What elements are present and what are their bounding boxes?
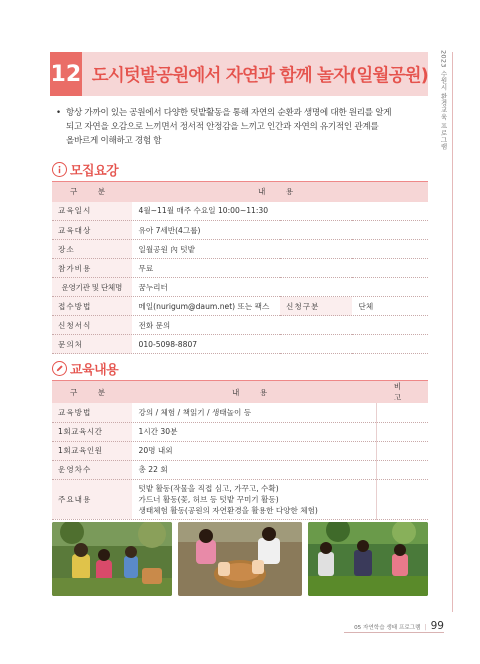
recruit-header-row: [52, 182, 428, 202]
recruit-heading: [52, 160, 118, 179]
intro-line-1: 항상 가까이 있는 공원에서 다양한 텃밭활동을 통해 자연의 순환과 생명에 대한 원리를 알게: [66, 108, 392, 118]
side-tab: [436, 50, 452, 180]
table-row: [52, 422, 428, 441]
row-value: 4월~11월 매주 수요일 10:00~11:30: [132, 202, 428, 221]
row-label: 운영차수: [52, 460, 132, 479]
table-row: [52, 259, 428, 278]
page-footer: [354, 620, 444, 632]
table-row: [52, 403, 428, 422]
photo-garden-harvest: [308, 522, 428, 596]
footer-separator: |: [424, 624, 427, 631]
row-value: 010-5098-8807: [132, 335, 428, 354]
table-row: [52, 335, 428, 354]
content-line-3: 생태체험 활동(공원의 자연환경을 활용한 다양한 체험): [138, 505, 318, 515]
row-label: 참가비용: [52, 259, 132, 278]
recruit-heading-label: 모집요강: [70, 164, 119, 179]
row-value: 메일(nurigum@daum.net) 또는 팩스: [132, 297, 280, 316]
row-label: 문의처: [52, 335, 132, 354]
recruit-col-content: 내 용: [132, 182, 428, 202]
row-value: 1시간 30분: [132, 422, 376, 441]
table-row: [52, 221, 428, 240]
row-label: 교육방법: [52, 403, 132, 422]
row-note: [376, 422, 428, 441]
content-line-2: 가드너 활동(꽃, 허브 등 텃밭 꾸미기 활동): [138, 494, 279, 504]
row-label: 1회교육시간: [52, 422, 132, 441]
row-note: [376, 403, 428, 422]
row-sub-value: 단체: [352, 297, 428, 316]
photo-children-garden: [52, 522, 172, 596]
row-value: 일월공원 內 텃밭: [132, 240, 428, 259]
row-label: 운영기관 및 단체명: [52, 278, 132, 297]
footer-section: 05 자연학습 생태 프로그램: [354, 625, 421, 631]
education-table: [52, 380, 428, 520]
row-note: [376, 460, 428, 479]
row-value: 유아 7세반(4그룹): [132, 221, 428, 240]
info-icon: [52, 162, 67, 177]
row-value: [132, 479, 376, 519]
title-bar: [50, 52, 428, 96]
row-label: 접수방법: [52, 297, 132, 316]
table-row: [52, 441, 428, 460]
table-row: [52, 479, 428, 519]
row-sub-label: 신청구분: [280, 297, 352, 316]
row-note: [376, 479, 428, 519]
education-heading-label: 교육내용: [70, 363, 119, 378]
intro-line-3: 올바르게 이해하고 경험 함: [66, 136, 162, 146]
row-label: 주요내용: [52, 479, 132, 519]
education-col-category: 구 분: [52, 381, 132, 404]
row-label: 교육일시: [52, 202, 132, 221]
pencil-icon: [52, 361, 67, 376]
row-value: 꿈누리터: [132, 278, 428, 297]
row-label: 교육대상: [52, 221, 132, 240]
row-note: [376, 441, 428, 460]
table-row: [52, 316, 428, 335]
row-value: 총 22 회: [132, 460, 376, 479]
side-tab-label: 2023 수원시 환경교육 프로그램: [439, 50, 448, 150]
photo-children-soil: [178, 522, 302, 596]
row-label: 장소: [52, 240, 132, 259]
recruit-col-category: 구 분: [52, 182, 132, 202]
table-row: [52, 460, 428, 479]
intro-line-2: 되고 자연을 오감으로 느끼면서 정서적 안정감을 느끼고 인간과 자연의 유기적인 관계를: [66, 122, 379, 132]
table-row: [52, 202, 428, 221]
table-row: [52, 297, 428, 316]
table-row: [52, 240, 428, 259]
row-value: 무료: [132, 259, 428, 278]
education-col-note: 비 고: [376, 381, 428, 404]
education-header-row: [52, 381, 428, 404]
footer-rule: [344, 632, 444, 633]
table-row: [52, 278, 428, 297]
content-line-1: 텃밭 활동(작물을 직접 심고, 가꾸고, 수확): [138, 483, 279, 493]
education-col-content: 내 용: [132, 381, 376, 404]
recruit-table: [52, 181, 428, 354]
row-label: 1회교육인원: [52, 441, 132, 460]
row-value: 강의 / 체험 / 책읽기 / 생태놀이 등: [132, 403, 376, 422]
program-number: 12: [50, 52, 82, 96]
row-value: 전화 문의: [132, 316, 428, 335]
intro-bullet: •: [56, 108, 61, 118]
education-heading: [52, 359, 118, 378]
row-label: 신청서식: [52, 316, 132, 335]
side-divider: [452, 52, 453, 612]
intro-text: [56, 106, 420, 148]
page-title: 도시텃밭공원에서 자연과 함께 놀자(일월공원): [91, 65, 428, 86]
page-number: 99: [430, 620, 444, 632]
row-value: 20명 내외: [132, 441, 376, 460]
